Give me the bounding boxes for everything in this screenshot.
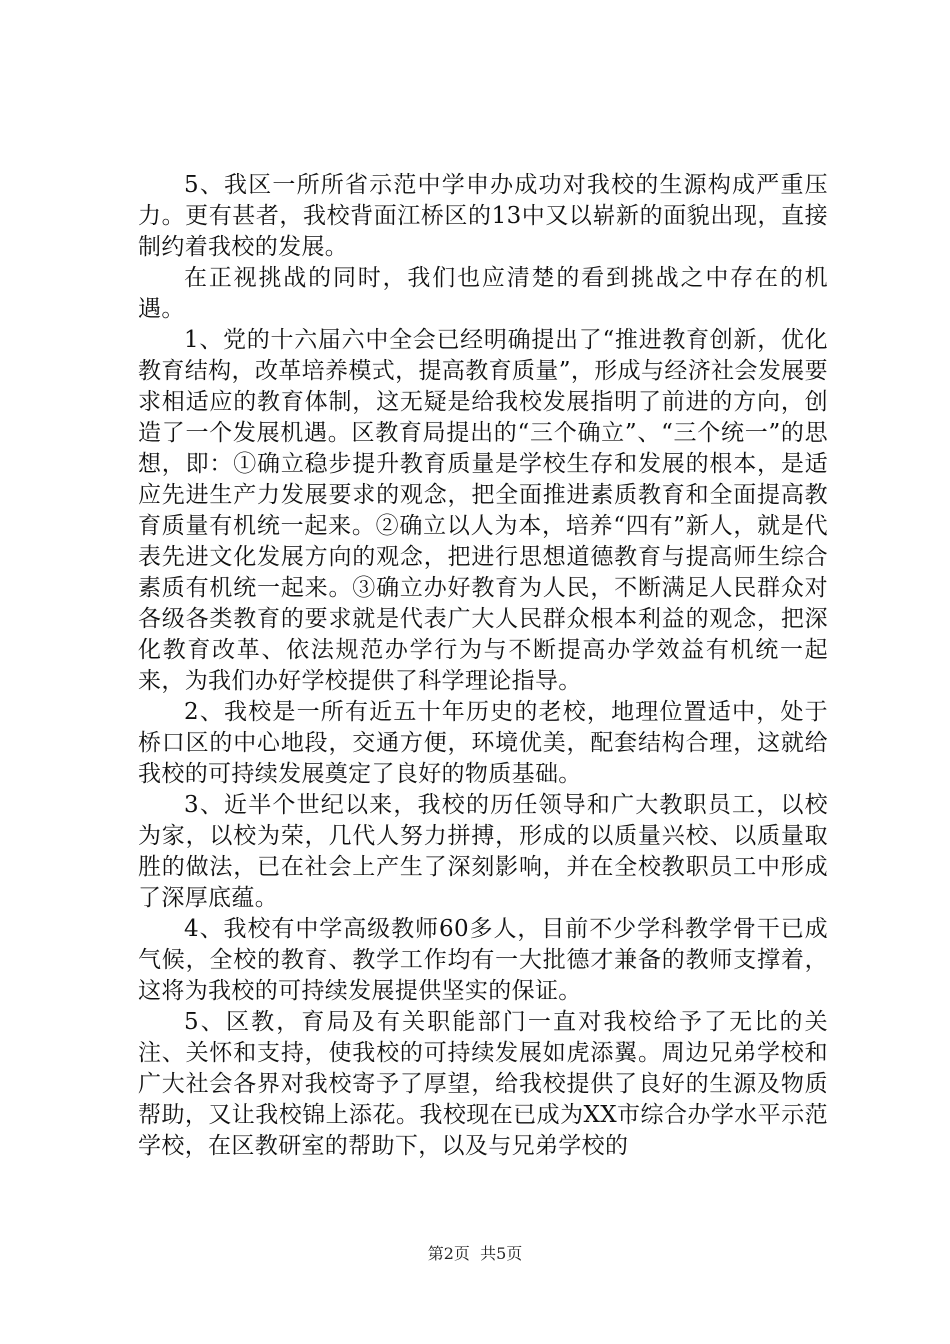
page-footer [0, 1241, 950, 1264]
paragraph-opportunity-3: 3、近半个世纪以来，我校的历任领导和广大教职员工，以校为家，以校为荣，几代人努力拼搏，形成的以质量兴校、以质量取胜的做法，已在社会上产生了深刻影响，并在全校教职员工中形成了深厚底蕴。 [138, 792, 828, 911]
paragraph-opportunity-2: 2、我校是一所有近五十年历史的老校，地理位置适中，处于桥口区的中心地段，交通方便，环境优美，配套结构合理，这就给我校的可持续发展奠定了良好的物质基础。 [138, 699, 828, 787]
paragraph-challenge-5: 5、我区一所所省示范中学申办成功对我校的生源构成严重压力。更有甚者，我校背面江桥区的13中又以崭新的面貌出现，直接制约着我校的发展。 [138, 172, 828, 260]
page-number-label: 第2页 共5页 [427, 1244, 523, 1263]
document-body [138, 170, 828, 1162]
paragraph-opportunity-5: 5、区教，育局及有关职能部门一直对我校给予了无比的关注、关怀和支持，使我校的可持续发展如虎添翼。周边兄弟学校和广大社会各界对我校寄予了厚望，给我校提供了良好的生源及物质帮助，又让我校锦上添花。我校现在已成为XX市综合办学水平示范学校，在区教研室的帮助下，以及与兄弟学校的 [138, 1009, 828, 1159]
paragraph-opportunity-1: 1、党的十六届六中全会已经明确提出了“推进教育创新，优化教育结构，改革培养模式，提高教育质量”，形成与经济社会发展要求相适应的教育体制，这无疑是给我校发展指明了前进的方向，创造了一个发展机遇。区教育局提出的“三个确立”、“三个统一”的思想，即：①确立稳步提升教育质量是学校生存和发展的根本，是适应先进生产力发展要求的观念，把全面推进素质教育和全面提高教育质量有机统一起来。②确立以人为本，培养“四有”新人，就是代表先进文化发展方向的观念，把进行思想道德教育与提高师生综合素质有机统一起来。③确立办好教育为人民，不断满足人民群众对各级各类教育的要求就是代表广大人民群众根本利益的观念，把深化教育改革、依法规范办学行为与不断提高办学效益有机统一起来，为我们办好学校提供了科学理论指导。 [138, 327, 828, 694]
paragraph-opportunity-4: 4、我校有中学高级教师60多人，目前不少学科教学骨干已成气候，全校的教育、教学工作均有一大批德才兼备的教师支撑着，这将为我校的可持续发展提供坚实的保证。 [138, 916, 828, 1004]
paragraph-opportunity-intro: 在正视挑战的同时，我们也应清楚的看到挑战之中存在的机遇。 [138, 265, 828, 322]
